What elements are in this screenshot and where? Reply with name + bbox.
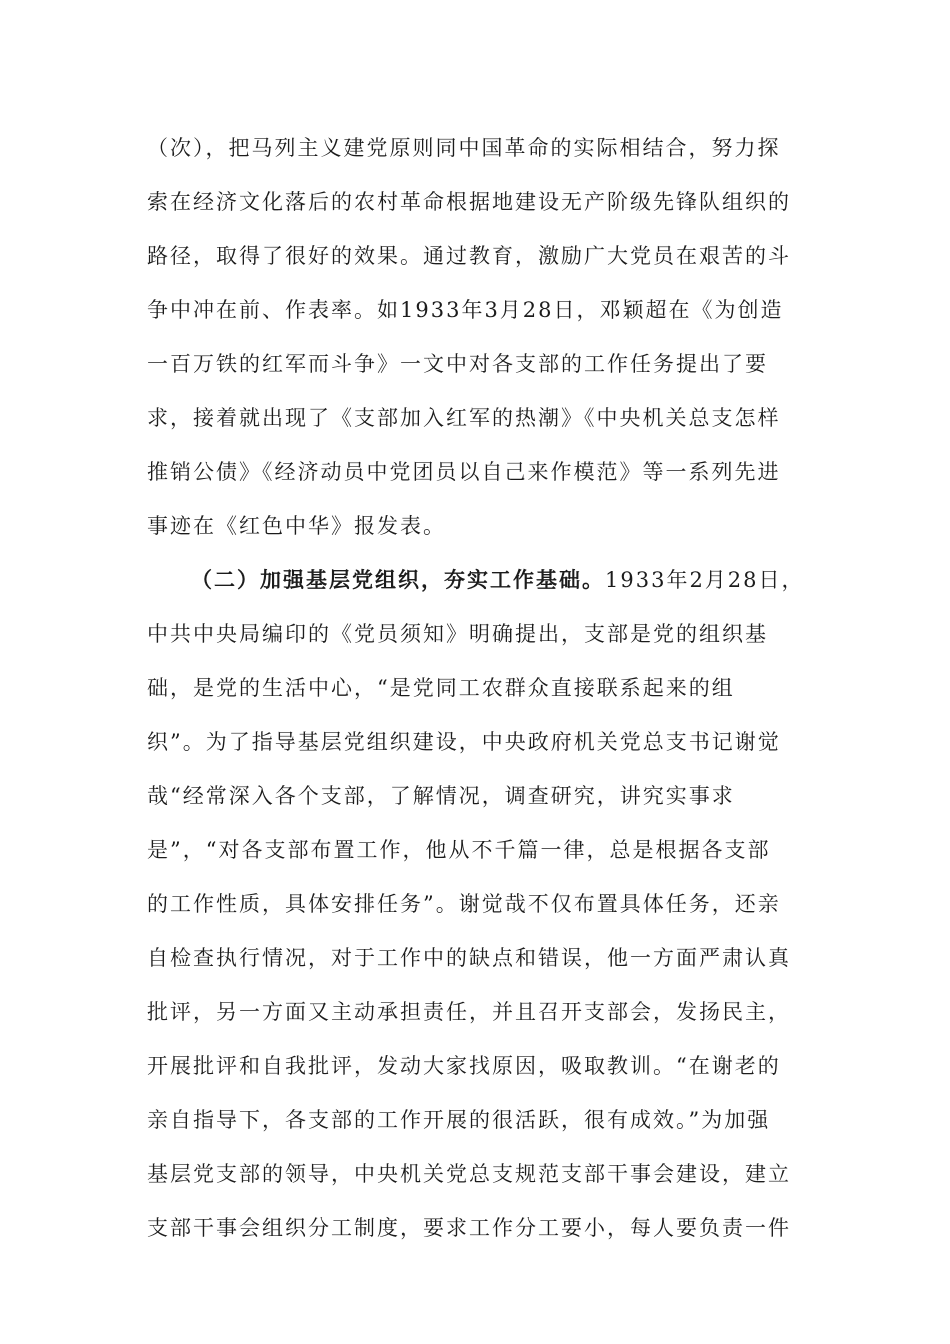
paragraph-line: 索在经济文化落后的农村革命根据地建设无产阶级先锋队组织的 [147, 190, 791, 214]
paragraph-line: 自检查执行情况，对于工作中的缺点和错误，他一方面严肃认真 [147, 946, 791, 970]
paragraph-line: 中共中央局编印的《党员须知》明确提出，支部是党的组织基 [147, 622, 768, 646]
paragraph-line: 的工作性质，具体安排任务”。谢觉哉不仅布置具体任务，还亲 [147, 892, 781, 916]
paragraph-line: 争中冲在前、作表率。如1933年3月28日，邓颖超在《为创造 [147, 298, 784, 322]
paragraph-line: 是”，“对各支部布置工作，他从不千篇一律，总是根据各支部 [147, 838, 771, 862]
section-lead-text: 1933年2月28日， [605, 568, 805, 592]
section-first-line [191, 560, 807, 600]
paragraph-line: 织”。为了指导基层党组织建设，中央政府机关党总支书记谢觉 [147, 730, 781, 754]
section-heading: （二）加强基层党组织，夯实工作基础。 [191, 568, 605, 592]
paragraph-line: 亲自指导下，各支部的工作开展的很活跃，很有成效。”为加强 [147, 1108, 771, 1132]
paragraph-line: 础，是党的生活中心，“是党同工农群众直接联系起来的组 [147, 676, 735, 700]
paragraph-line: 事迹在《红色中华》报发表。 [147, 514, 446, 538]
paragraph-line: 基层党支部的领导，中央机关党总支规范支部干事会建设，建立 [147, 1162, 791, 1186]
paragraph-line: 路径，取得了很好的效果。通过教育，激励广大党员在艰苦的斗 [147, 244, 791, 268]
paragraph-line: 一百万铁的红军而斗争》一文中对各支部的工作任务提出了要 [147, 352, 768, 376]
paragraph-line: 批评，另一方面又主动承担责任，并且召开支部会，发扬民主， [147, 1000, 791, 1024]
paragraph-line: 支部干事会组织分工制度，要求工作分工要小，每人要负责一件 [147, 1216, 791, 1240]
paragraph-line: 推销公债》《经济动员中党团员以自己来作模范》等一系列先进 [147, 460, 781, 484]
paragraph-line: 哉“经常深入各个支部，了解情况，调查研究，讲究实事求 [147, 784, 735, 808]
paragraph-line: 求，接着就出现了《支部加入红军的热潮》《中央机关总支怎样 [147, 406, 781, 430]
paragraph-line: 开展批评和自我批评，发动大家找原因，吸取教训。“在谢老的 [147, 1054, 781, 1078]
paragraph-line: （次），把马列主义建党原则同中国革命的实际相结合，努力探 [147, 136, 781, 160]
